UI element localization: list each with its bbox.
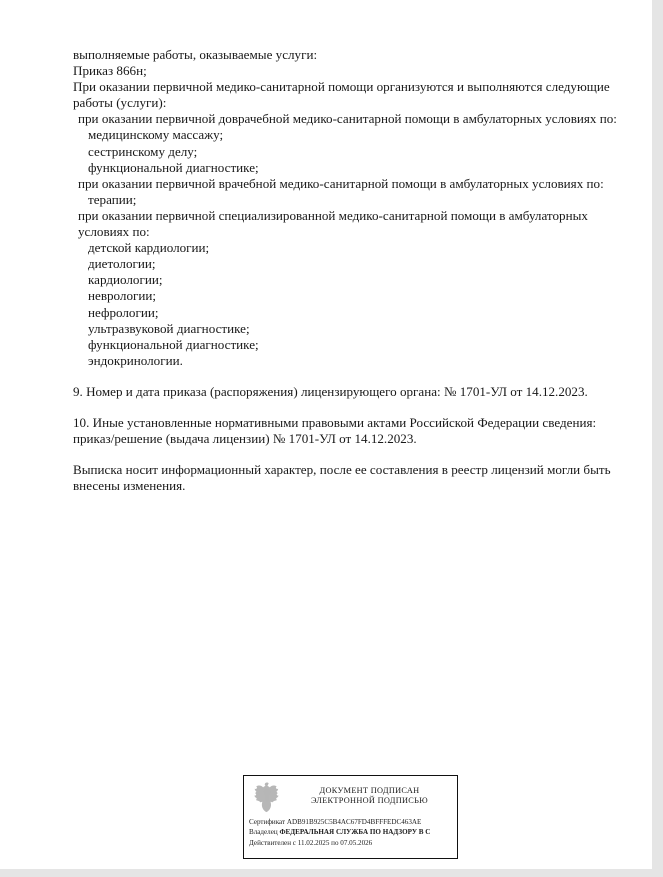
document-line: нефрологии; (88, 304, 159, 320)
spacer (73, 400, 619, 415)
stamp-header-row (244, 776, 457, 816)
stamp-validity-to: 07.05.2026 (340, 838, 373, 847)
stamp-owner-line (249, 827, 457, 837)
stamp-certificate-label: Сертификат (249, 818, 286, 826)
document-line: эндокринологии. (88, 352, 183, 368)
stamp-validity-middle: по (331, 838, 339, 847)
document-line: ультразвуковой диагностике; (88, 320, 250, 336)
stamp-heading-line1: ДОКУМЕНТ ПОДПИСАН (319, 785, 420, 795)
document-line: выполняемые работы, оказываемые услуги: (73, 47, 318, 62)
paragraph-10: 10. Иные установленные нормативными правовыми актами Российской Федерации сведения: приказ/решение (выдача лицензии) № 1701-УЛ от 14.12.2023. (73, 414, 597, 447)
document-line: при оказании первичной врачебной медико-санитарной помощи в амбулаторных условиях по: (78, 175, 604, 191)
document-line: функциональной диагностике; (88, 336, 259, 352)
stamp-validity-label: Действителен с (249, 838, 296, 847)
stamp-certificate-line (249, 817, 457, 827)
russian-coat-of-arms-icon (249, 778, 285, 814)
disclaimer-text: Выписка носит информационный характер, после ее составления в реестр лицензий могли быть внесены изменения. (73, 462, 611, 494)
document-line: Приказ 866н; (73, 63, 147, 79)
stamp-details (244, 816, 457, 848)
document-line: При оказании первичной медико-санитарной помощи организуются и выполняются следующие работы (услуги): (73, 79, 613, 111)
document-text-body (73, 47, 619, 494)
stamp-owner-value: ФЕДЕРАЛЬНАЯ СЛУЖБА ПО НАДЗОРУ В С (279, 828, 431, 837)
stamp-heading (285, 786, 457, 806)
document-line: медицинскому массажу; (88, 127, 224, 143)
document-line: сестринскому делу; (88, 143, 198, 159)
stamp-owner-label: Владелец (249, 828, 278, 837)
services-list (73, 47, 619, 369)
spacer (73, 369, 619, 384)
paragraph-9: 9. Номер и дата приказа (распоряжения) лицензирующего органа: № 1701-УЛ от 14.12.2023. (73, 383, 588, 399)
stamp-heading-line2: ЭЛЕКТРОННОЙ ПОДПИСЬЮ (310, 796, 429, 805)
electronic-signature-stamp (243, 775, 458, 859)
document-line: детской кардиологии; (88, 240, 210, 256)
stamp-validity-from: 11.02.2025 (297, 838, 330, 847)
document-line: функциональной диагностике; (88, 159, 259, 175)
document-line: диетологии; (88, 256, 156, 272)
document-line: при оказании первичной доврачебной медико-санитарной помощи в амбулаторных условиях по: (78, 111, 617, 127)
stamp-certificate-value: ADB91B925C5B4AC67FD4BFFFEDC463AE (286, 818, 422, 826)
spacer (73, 447, 619, 462)
document-line: кардиологии; (88, 272, 163, 288)
stamp-validity-line (249, 838, 457, 848)
document-line: терапии; (88, 191, 137, 207)
document-line: при оказании первичной специализированной медико-санитарной помощи в амбулаторных условиях по: (78, 207, 592, 240)
document-line: неврологии; (88, 288, 157, 304)
